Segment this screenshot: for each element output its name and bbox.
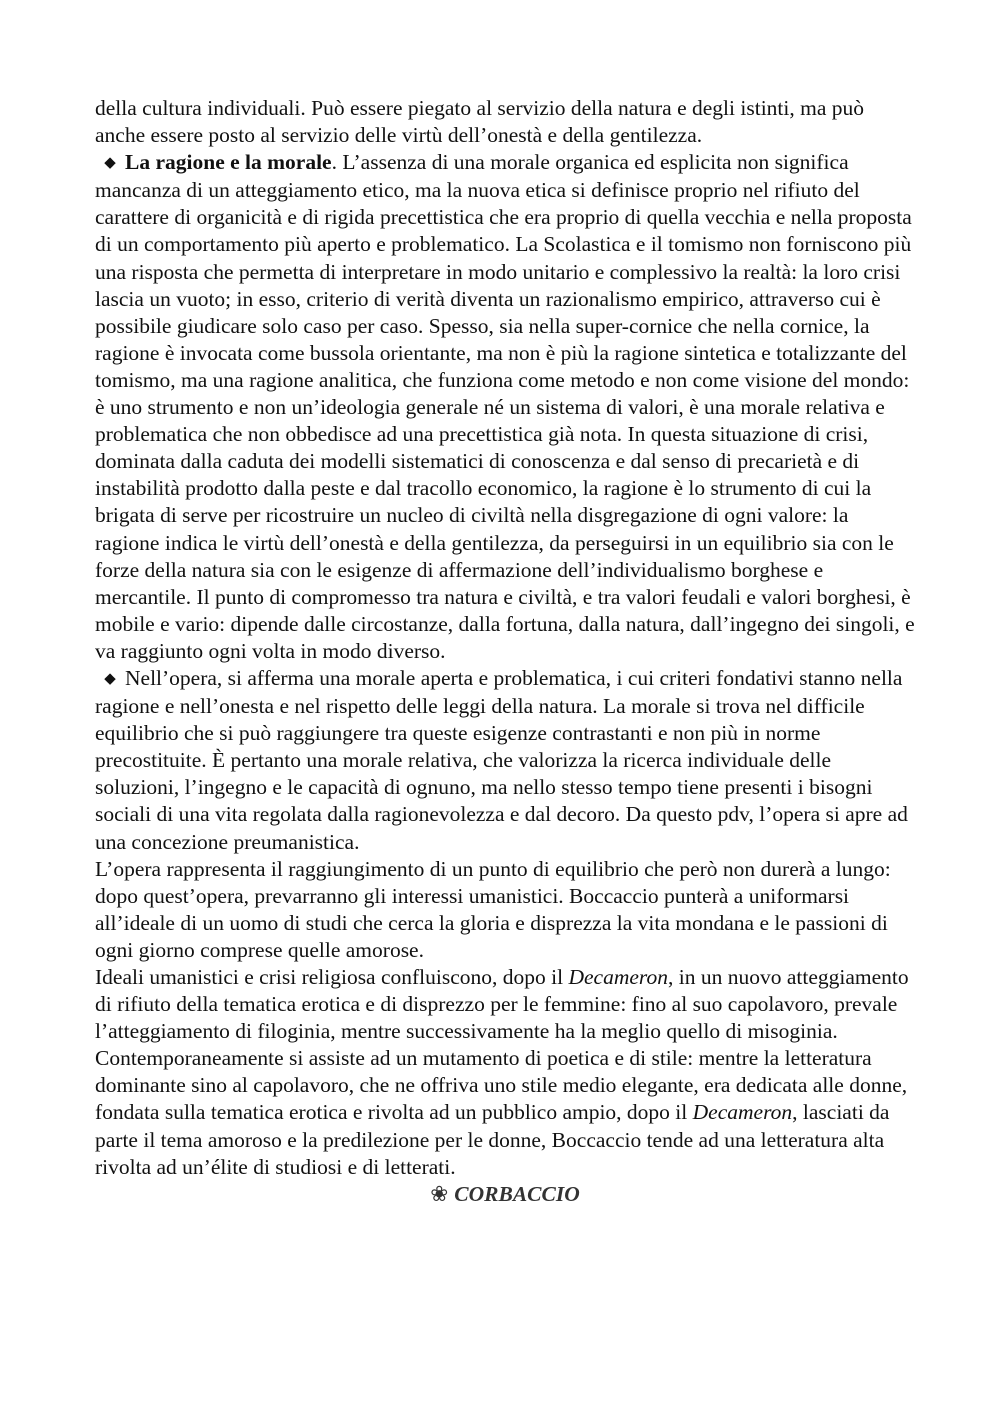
paragraph-equilibrio [95,856,915,964]
paragraph-intro-text: della cultura individuali. Può essere piegato al servizio della natura e degli istinti, ma può anche essere posto al servizio delle virtù dell’onestà e della gentilezza. [95,96,865,148]
paragraph-ragione-morale [95,149,915,665]
paragraph-intro [95,95,915,149]
paragraph-text-part-1: Ideali umanistici e crisi religiosa confluiscono, dopo il [95,965,569,989]
paragraph-text-part-2: , in un nuovo atteggiamento di rifiuto della tematica erotica e di disprezzo per le femmine: fino al suo capolavoro, prevale l’atteggiamento di filoginia, mentre successivamente ha la meglio quello di misoginia. Contemporaneamente si assiste ad un mutamento di poetica e di stile: mentre la letteratura dominante sino al capolavoro, che ne offriva uno stile medio elegante, era dedicata alle donne, fondata sulla tematica erotica e rivolta ad un pubblico ampio, dopo il [95,965,909,1125]
section-heading-text: CORBACCIO [454,1181,580,1206]
decameron-title-italic: Decameron [568,965,668,989]
diamond-bullet-icon: ◆ [104,670,116,687]
flower-icon: ❀ [430,1181,449,1206]
paragraph-morale-aperta [95,665,915,856]
document-page [95,95,915,1208]
decameron-title-italic: Decameron [692,1100,793,1125]
paragraph-morale-aperta-text: Nell’opera, si afferma una morale aperta e problematica, i cui criteri fondativi stanno nella ragione e nell’onesta e nel rispetto delle leggi della natura. La morale si trova nel difficile equilibrio che si può raggiungere tra queste esigenze contrastanti e non più in norme precostituite. È pertanto una morale relativa, che valorizza la ricerca individuale delle soluzioni, l’ingegno e le capacità di ognuno, ma nello stesso tempo tiene presenti i bisogni sociali di una vita regolata dalla ragionevolezza e dal decoro. Da questo pdv, l’opera si apre ad una concezione preumanistica. [95,665,908,854]
paragraph-text-part-3: , lasciati da parte il tema amoroso e la predilezione per le donne, Boccaccio tende ad una letteratura alta rivolta ad un’élite di studiosi e di letterati. [95,1100,890,1179]
section-lead-title: La ragione e la morale [125,150,332,175]
section-heading-corbaccio [95,1181,915,1208]
paragraph-equilibrio-text: L’opera rappresenta il raggiungimento di un punto di equilibrio che però non durerà a lungo: dopo quest’opera, prevarranno gli interessi umanistici. Boccaccio punterà a uniformarsi all’ideale di un uomo di studi che cerca la gloria e disprezza la vita mondana e le passioni di ogni giorno comprese quelle amorose. [95,856,891,962]
paragraph-ideali-umanistici [95,964,915,1181]
paragraph-ragione-morale-text: . L’assenza di una morale organica ed esplicita non significa mancanza di un atteggiamento etico, ma la nuova etica si definisce proprio nel rifiuto del carattere di organicità e di rigida precettistica che era proprio di quella vecchia e nella proposta di un comportamento più aperto e problematico. La Scolastica e il tomismo non forniscono più una risposta che permetta di interpretare in modo unitario e complessivo la realtà: la loro crisi lascia un vuoto; in esso, criterio di verità diventa un razionalismo empirico, attraverso cui è possibile giudicare solo caso per caso. Spesso, sia nella super-cornice che nella cornice, la ragione è invocata come bussola orientante, ma non è più la ragione sintetica e totalizzante del tomismo, ma una ragione analitica, che funziona come metodo e non come visione del mondo: è uno strumento e non un’ideologia generale né un sistema di valori, è una morale relativa e problematica che non obbedisce ad una precettistica già nota. In questa situazione di crisi, dominata dalla caduta dei modelli sistematici di conoscenza e dal senso di precarietà e di instabilità prodotto dalla peste e dal tracollo economico, la ragione è lo strumento di cui la brigata di serve per ricostruire un nucleo di civiltà nella disgregazione di ogni valore: la ragione indica le virtù dell’onestà e della gentilezza, da perseguirsi in un equilibrio sia con le forze della natura sia con le esigenze di affermazione dell’individualismo borghese e mercantile. Il punto di compromesso tra natura e civiltà, e tra valori feudali e valori borghesi, è mobile e vario: dipende dalle circostanze, dalla fortuna, dalla natura, dall’ingegno dei singoli, e va raggiunto ogni volta in modo diverso. [95,150,915,663]
diamond-bullet-icon: ◆ [104,155,116,172]
